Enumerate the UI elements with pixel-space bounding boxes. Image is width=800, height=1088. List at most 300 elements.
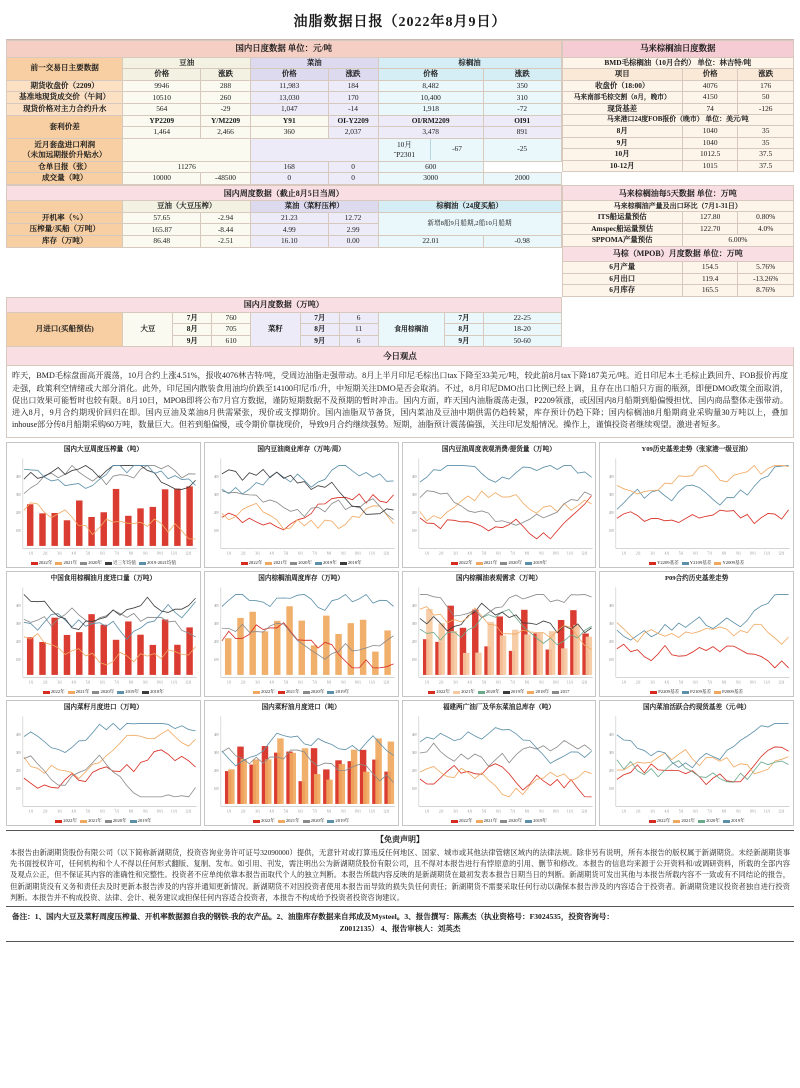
svg-text:9月: 9月 xyxy=(340,679,346,685)
legend-item xyxy=(552,690,569,695)
svg-text:9月: 9月 xyxy=(143,550,148,556)
legend-swatch xyxy=(55,562,62,565)
cell-chg: 37.5 xyxy=(738,160,794,172)
malaysia-band: 马来棕榈油日度数据 xyxy=(562,41,793,58)
import-palm-v2: -25 xyxy=(483,138,561,161)
svg-text:5月: 5月 xyxy=(85,679,91,685)
svg-text:1月: 1月 xyxy=(424,808,429,814)
legend-swatch xyxy=(698,820,705,823)
legend-label: 2022年 xyxy=(63,818,78,824)
legend-label: 2020年 xyxy=(508,560,523,566)
legend-item xyxy=(253,819,275,824)
m5-subband: 马来棕榈油产量及出口环比（7月1-31日） xyxy=(562,201,793,212)
svg-text:7月: 7月 xyxy=(114,808,120,814)
spread-header-row xyxy=(7,115,562,127)
legend-label: 2022年 xyxy=(261,689,275,695)
malaysia-daily-table-wrap xyxy=(562,40,794,185)
monthly-label: 月进口(买船预估) xyxy=(7,312,123,347)
svg-text:10月: 10月 xyxy=(354,679,361,685)
cell-soy-v1: 165.87 xyxy=(123,224,201,236)
chart-legend xyxy=(404,818,595,824)
chart-title: 国内豆油周度表观消费/提货量（万吨） xyxy=(441,445,556,453)
legend-item xyxy=(117,690,139,695)
svg-text:4月: 4月 xyxy=(664,808,670,814)
svg-text:300: 300 xyxy=(213,492,219,497)
svg-text:200: 200 xyxy=(609,639,614,644)
svg-text:3月: 3月 xyxy=(57,808,63,814)
legend-label: 2018年 xyxy=(347,560,362,566)
month-value: 705 xyxy=(212,324,251,336)
svg-text:3月: 3月 xyxy=(650,679,656,685)
cell-v2: -13.26% xyxy=(738,273,794,285)
cell-v1: 6.00% xyxy=(682,235,793,247)
import-palm-month: 10月 xyxy=(396,140,412,150)
cell-rape-v1: 16.10 xyxy=(250,236,328,248)
monthly-section xyxy=(6,297,562,348)
legend-swatch xyxy=(142,691,149,694)
svg-text:6月: 6月 xyxy=(693,808,699,814)
svg-text:4月: 4月 xyxy=(71,679,77,685)
weekly-section xyxy=(6,185,794,297)
svg-text:1月: 1月 xyxy=(28,679,34,685)
svg-text:12月: 12月 xyxy=(383,808,390,814)
row-label: 仓单日报（张） xyxy=(7,161,123,173)
svg-text:300: 300 xyxy=(15,621,21,626)
svg-text:200: 200 xyxy=(411,639,417,644)
svg-text:3月: 3月 xyxy=(57,679,63,685)
weekly-band: 国内周度数据（截止8月5日当周） xyxy=(7,186,562,201)
legend-label: 2018年 xyxy=(535,689,550,695)
table-row xyxy=(562,285,793,297)
svg-text:7月: 7月 xyxy=(707,550,713,556)
table-row xyxy=(7,104,562,116)
row-label: 8月 xyxy=(562,126,682,138)
legend-swatch xyxy=(525,562,532,565)
svg-text:11月: 11月 xyxy=(764,550,771,556)
svg-text:12月: 12月 xyxy=(383,550,390,556)
svg-text:2月: 2月 xyxy=(438,679,444,685)
svg-text:10月: 10月 xyxy=(552,808,559,814)
legend-label: 2022年 xyxy=(248,560,263,566)
svg-text:12月: 12月 xyxy=(185,808,192,814)
svg-text:7月: 7月 xyxy=(707,679,713,685)
svg-text:6月: 6月 xyxy=(100,550,106,556)
svg-text:8月: 8月 xyxy=(524,679,530,685)
legend-item xyxy=(327,819,349,824)
row-label: Amspec船运量预估 xyxy=(562,223,682,235)
table-row xyxy=(562,160,793,172)
import-profit-row xyxy=(7,138,562,161)
chart-card xyxy=(402,442,597,568)
cell-palm-v1: 22.01 xyxy=(378,236,483,248)
legend-item xyxy=(451,819,473,824)
legend-label: 2018年 xyxy=(150,689,164,695)
svg-text:2月: 2月 xyxy=(43,550,48,556)
cell-v1: 122.70 xyxy=(682,223,738,235)
weekly-corner xyxy=(7,201,123,213)
monthly-item-palm: 食用棕榈油 xyxy=(378,312,445,347)
chart-legend xyxy=(404,689,595,695)
svg-text:300: 300 xyxy=(15,492,21,497)
legend-swatch xyxy=(476,562,483,565)
legend-swatch xyxy=(139,562,146,565)
legend-item xyxy=(327,690,349,695)
cell-rape-warrant: 168 xyxy=(250,161,328,173)
table-row xyxy=(7,173,562,185)
row-label: SPPOMA产量预估 xyxy=(562,235,682,247)
svg-text:100: 100 xyxy=(411,528,417,533)
table-row xyxy=(7,312,562,324)
row-label: 库存（万吨） xyxy=(7,236,123,248)
legend-label: 2022年 xyxy=(38,560,53,566)
import-soy xyxy=(123,138,251,161)
cell-rape-warrant-chg: 0 xyxy=(328,161,378,173)
svg-text:200: 200 xyxy=(15,768,21,773)
chart-title: 国内大豆周度压榨量（吨） xyxy=(63,445,143,453)
row-label: 基准地现货成交价（午间） xyxy=(7,92,123,104)
legend-item xyxy=(340,561,362,566)
svg-text:100: 100 xyxy=(15,786,21,791)
subheader-price-palm: 价格 xyxy=(378,69,483,81)
svg-text:9月: 9月 xyxy=(736,808,742,814)
svg-text:400: 400 xyxy=(213,732,219,737)
svg-text:10月: 10月 xyxy=(749,808,757,814)
chart-plot xyxy=(404,714,595,819)
note-section xyxy=(6,907,794,941)
legend-item xyxy=(55,819,77,824)
legend-label: 2022年 xyxy=(261,818,275,824)
row-label: 期货收盘价（2209） xyxy=(7,80,123,92)
svg-text:100: 100 xyxy=(411,657,417,662)
legend-item xyxy=(649,561,679,566)
cell-chg: -126 xyxy=(738,103,794,115)
legend-label: 2019年 xyxy=(137,818,152,824)
legend-label: 2021年 xyxy=(285,818,300,824)
legend-item xyxy=(130,819,152,824)
chart-title: 国内棕榈油表观需求（万吨） xyxy=(456,574,542,582)
month-label: 9月 xyxy=(445,335,484,347)
legend-label: 2020年 xyxy=(706,818,720,824)
malaysia-5day-table xyxy=(562,185,794,297)
svg-text:2月: 2月 xyxy=(438,550,444,556)
legend-item xyxy=(500,561,522,566)
cell-price: 4150 xyxy=(682,92,738,104)
legend-swatch xyxy=(451,562,458,565)
svg-text:11月: 11月 xyxy=(764,808,771,814)
cell-rape-chg: -14 xyxy=(328,104,378,116)
legend-label: 2019年 xyxy=(125,689,140,695)
legend-swatch xyxy=(714,562,721,565)
cell-v2: 5.76% xyxy=(738,262,794,274)
chart-card xyxy=(204,571,399,697)
legend-label: 2019年 xyxy=(510,689,525,695)
svg-text:10月: 10月 xyxy=(552,679,559,685)
subheader-price-soy: 价格 xyxy=(123,69,201,81)
chart-title: 国内菜籽月度进口（万吨） xyxy=(63,703,143,711)
cell-rape-v2: 12.72 xyxy=(328,212,378,224)
cell-soy-v2: -2.94 xyxy=(201,212,251,224)
legend-label: 2022年 xyxy=(458,560,473,566)
legend-label: 2022年 xyxy=(656,818,671,824)
disclaimer-title: 【免责声明】 xyxy=(376,834,424,844)
legend-item xyxy=(682,561,712,566)
svg-text:400: 400 xyxy=(15,474,21,479)
legend-swatch xyxy=(340,562,347,565)
month-label: 8月 xyxy=(445,324,484,336)
legend-item xyxy=(428,690,450,695)
cell-palm-chg: 310 xyxy=(483,92,561,104)
cell-chg: 176 xyxy=(738,80,794,92)
svg-text:7月: 7月 xyxy=(312,679,318,685)
malaysia-daily-table xyxy=(562,40,794,172)
weekly-group-rape: 菜油（菜籽压榨） xyxy=(250,201,378,213)
table-row xyxy=(562,223,793,235)
svg-text:12月: 12月 xyxy=(778,679,785,685)
legend-swatch xyxy=(649,820,656,823)
legend-item xyxy=(241,561,263,566)
chart-legend xyxy=(8,689,199,695)
chart-plot xyxy=(601,456,792,561)
row-label: 10-12月 xyxy=(562,160,682,172)
svg-text:7月: 7月 xyxy=(114,679,120,685)
svg-text:1月: 1月 xyxy=(28,550,34,556)
svg-text:4月: 4月 xyxy=(71,808,77,814)
svg-text:11月: 11月 xyxy=(566,679,573,685)
svg-text:11月: 11月 xyxy=(368,808,376,814)
import-label-line1: 近月套盘进口利润 xyxy=(34,139,96,149)
legend-swatch xyxy=(31,562,38,565)
table-row xyxy=(562,137,793,149)
svg-text:5月: 5月 xyxy=(85,808,91,814)
svg-text:9月: 9月 xyxy=(538,679,544,685)
legend-label: 2019年 xyxy=(730,818,745,824)
svg-text:7月: 7月 xyxy=(114,550,120,556)
svg-text:2月: 2月 xyxy=(636,550,642,556)
chart-title: 福建两广油厂及华东菜油总库存（吨） xyxy=(442,703,555,711)
cell-rape-volume-chg: 0 xyxy=(328,173,378,185)
svg-text:400: 400 xyxy=(411,474,417,479)
cell-chg: 37.5 xyxy=(738,149,794,161)
cell-soy-chg: 288 xyxy=(201,80,251,92)
legend-swatch xyxy=(525,820,532,823)
svg-text:11月: 11月 xyxy=(171,679,178,685)
cell-soy-v2: -2.51 xyxy=(201,236,251,248)
svg-text:12月: 12月 xyxy=(383,679,390,685)
legend-swatch xyxy=(55,820,62,823)
svg-text:300: 300 xyxy=(609,750,614,755)
svg-text:5月: 5月 xyxy=(679,550,684,556)
cell-price: 1040 xyxy=(682,137,738,149)
legend-swatch xyxy=(723,820,730,823)
svg-text:1月: 1月 xyxy=(621,550,627,556)
row-label: 6月出口 xyxy=(562,273,682,285)
legend-item xyxy=(673,819,695,824)
row-label: 6月库存 xyxy=(562,285,682,297)
legend-item xyxy=(649,819,671,824)
legend-swatch xyxy=(303,820,310,823)
svg-text:12月: 12月 xyxy=(185,679,192,685)
legend-item xyxy=(55,561,77,566)
legend-label: 2022年 xyxy=(458,818,473,824)
svg-text:6月: 6月 xyxy=(298,808,303,814)
month-value: 11 xyxy=(339,324,378,336)
svg-text:2月: 2月 xyxy=(636,679,642,685)
legend-swatch xyxy=(265,562,272,565)
subheader-chg-soy: 涨跌 xyxy=(201,69,251,81)
svg-text:11月: 11月 xyxy=(171,550,178,556)
chart-card xyxy=(204,442,399,568)
cell-palm-volume: 3000 xyxy=(378,173,483,185)
svg-text:9月: 9月 xyxy=(538,808,544,814)
svg-text:4月: 4月 xyxy=(269,550,275,556)
legend-swatch xyxy=(315,562,322,565)
cell-soy-price: 10510 xyxy=(123,92,201,104)
svg-text:400: 400 xyxy=(213,474,219,479)
svg-text:1月: 1月 xyxy=(28,808,34,814)
svg-text:5月: 5月 xyxy=(481,550,487,556)
svg-text:200: 200 xyxy=(15,510,21,515)
cell-soy-volume: 10000 xyxy=(123,173,201,185)
weekly-group-palm: 棕榈油（24度买船） xyxy=(378,201,561,213)
svg-text:2月: 2月 xyxy=(43,679,48,685)
subheader-chg-rape: 涨跌 xyxy=(328,69,378,81)
svg-text:11月: 11月 xyxy=(764,679,771,685)
legend-swatch xyxy=(327,820,334,823)
chart-legend xyxy=(601,818,792,824)
monthly-item-soybean: 大豆 xyxy=(123,312,173,347)
cell-palm-price: 8,482 xyxy=(378,80,483,92)
table-row xyxy=(562,235,793,247)
svg-text:11月: 11月 xyxy=(566,808,573,814)
legend-label: 2019年 xyxy=(323,560,337,566)
legend-label: 2021年 xyxy=(88,818,102,824)
legend-item xyxy=(453,690,475,695)
svg-text:8月: 8月 xyxy=(524,550,530,556)
chart-title: 国内豆油商业库存（万吨/周） xyxy=(257,445,345,453)
page-title: 油脂数据日报（2022年8月9日） xyxy=(6,4,794,40)
legend-label: 2020年 xyxy=(112,818,127,824)
legend-swatch xyxy=(527,691,534,694)
cell-chg: 35 xyxy=(738,126,794,138)
legend-label: 2021年 xyxy=(483,818,498,824)
cell-price: 1012.5 xyxy=(682,149,738,161)
chart-plot xyxy=(206,585,397,690)
cell-chg: 50 xyxy=(738,92,794,104)
svg-text:400: 400 xyxy=(213,603,219,608)
month-label: 9月 xyxy=(173,335,212,347)
legend-swatch xyxy=(130,820,137,823)
table-row xyxy=(562,126,793,138)
svg-text:12月: 12月 xyxy=(778,550,785,556)
svg-text:3月: 3月 xyxy=(650,808,656,814)
svg-text:300: 300 xyxy=(609,492,614,497)
svg-text:5月: 5月 xyxy=(283,808,289,814)
cell-rape-v2: 0.00 xyxy=(328,236,378,248)
legend-swatch xyxy=(428,691,435,694)
svg-text:100: 100 xyxy=(15,528,21,533)
month-label: 7月 xyxy=(173,312,212,324)
svg-text:2月: 2月 xyxy=(636,808,642,814)
legend-swatch xyxy=(105,562,112,565)
legend-swatch xyxy=(327,691,334,694)
cell-rape-volume: 0 xyxy=(250,173,328,185)
legend-label: P2209基差 xyxy=(658,689,680,695)
legend-item xyxy=(315,561,337,566)
legend-swatch xyxy=(68,691,75,694)
legend-label: 2020年 xyxy=(508,818,523,824)
legend-swatch xyxy=(290,562,297,565)
month-label: 8月 xyxy=(300,324,339,336)
svg-text:1月: 1月 xyxy=(226,679,232,685)
svg-text:1月: 1月 xyxy=(226,550,232,556)
legend-label: 2019年 xyxy=(335,818,350,824)
disclaimer-text: 本报告由新湖期货股份有限公司（以下简称新湖期货，投资咨询业务许可证号32090000）提供，无意针对或打算违反任何地区、国家、城市或其他法律管辖区域内的法律法规。除非另有说明，所有本报告的版权属于新湖期货。未经新湖期货事先书面授权许可，任何机构和个人不得以任何形式翻版、复制、发布。如引用、刊发，需注明出公为新湖期货股份有限公司，且不得对本报告进行有悖原意的引用、删节和修改。本报告的信息均来源于公开资料和/或调研资料，所载的全部内容及观点公正，但不保证其内容的准确性和完整性。投资者不应单纯依靠本报告而取代个人的独立判断。本报告所载内容反映的是新湖期货在最初发表本报告日期当日的判断。新湖期货可发出其他与本报告所载内容不一致或有不同结论的报告，但新湖期货没有义务和责任去及时更新本报告涉及的内容并通知更新情况。新湖期货不对因投资者使用本报告而导致的损失负任何责任；新湖期货不需要采取任何行动以确保本报告涉及的内容适合于投资者。新湖期货建议投资者独自进行投资判断。本报告并不构成投资、法律、会计、税务建议或担保任何内容适合投资者，本报告不构成给予投资者投资咨询建议。 xyxy=(10,847,790,902)
legend-label: 2022年 xyxy=(50,689,65,695)
cell-palm-chg: 350 xyxy=(483,80,561,92)
row-label: 压榨量/买船（万吨） xyxy=(7,224,123,236)
legend-swatch xyxy=(500,820,507,823)
svg-text:12月: 12月 xyxy=(580,679,588,685)
month-value: 6 xyxy=(339,335,378,347)
weekly-table-wrap xyxy=(6,185,562,297)
legend-swatch xyxy=(117,691,124,694)
svg-text:4月: 4月 xyxy=(269,679,275,685)
svg-text:400: 400 xyxy=(15,732,21,737)
svg-text:3月: 3月 xyxy=(452,679,458,685)
svg-text:9月: 9月 xyxy=(340,550,346,556)
svg-text:400: 400 xyxy=(411,732,417,737)
svg-text:300: 300 xyxy=(411,492,417,497)
cell-soy-chg: 260 xyxy=(201,92,251,104)
chart-title: Y09历史基差走势（张家港一级豆油） xyxy=(641,445,752,453)
chart-plot xyxy=(601,585,792,690)
legend-label: 2021年 xyxy=(273,560,288,566)
legend-label: 2021年 xyxy=(461,689,475,695)
bmd-col-chg: 涨跌 xyxy=(738,69,794,81)
cell-chg: 35 xyxy=(738,137,794,149)
svg-text:8月: 8月 xyxy=(128,679,134,685)
chart-card xyxy=(6,442,201,568)
legend-swatch xyxy=(682,562,689,565)
legend-label: 2019-2021均值 xyxy=(147,560,177,566)
legend-swatch xyxy=(303,691,310,694)
legend-swatch xyxy=(500,562,507,565)
legend-label: Y2209基差 xyxy=(657,560,679,566)
domestic-daily-band: 国内日度数据 单位：元/吨 xyxy=(7,41,562,58)
spread-head-3: OI-Y2209 xyxy=(328,115,378,127)
chart-legend xyxy=(8,818,199,824)
chart-card xyxy=(599,442,794,568)
legend-item xyxy=(139,561,176,566)
month-value: 6 xyxy=(339,312,378,324)
svg-text:5月: 5月 xyxy=(481,679,487,685)
row-label: 10月 xyxy=(562,149,682,161)
palm-shipment-note: 新增8船9月船期,2船10月船期 xyxy=(378,212,561,235)
svg-text:2月: 2月 xyxy=(43,808,48,814)
legend-item xyxy=(68,690,90,695)
import-rape xyxy=(250,138,378,161)
svg-text:100: 100 xyxy=(609,657,614,662)
month-label: 9月 xyxy=(300,335,339,347)
svg-text:11月: 11月 xyxy=(368,679,376,685)
svg-text:9月: 9月 xyxy=(340,808,346,814)
chart-plot xyxy=(206,456,397,561)
legend-item xyxy=(278,690,300,695)
chart-legend xyxy=(206,818,397,824)
spread-head-4: OI/RM2209 xyxy=(378,115,483,127)
table-row xyxy=(562,262,793,274)
legend-item xyxy=(278,819,300,824)
